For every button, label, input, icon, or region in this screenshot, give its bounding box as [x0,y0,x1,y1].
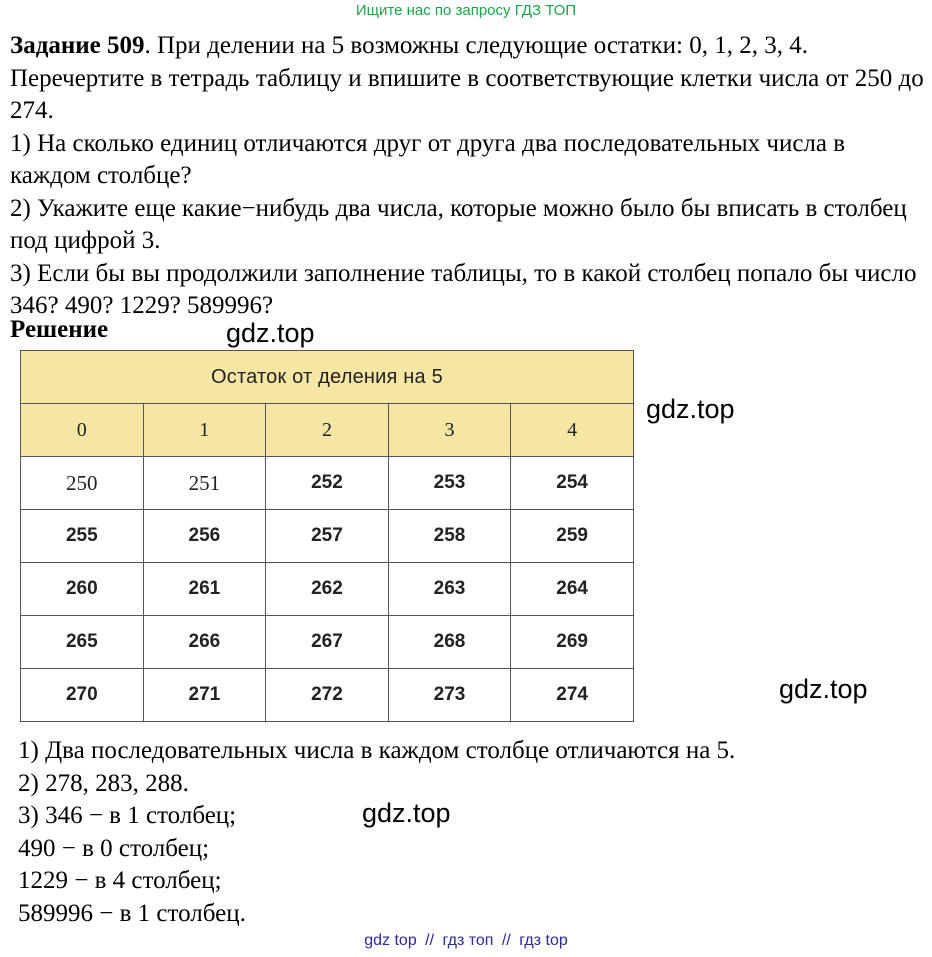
question-3: 3) Если бы вы продолжили заполнение таблицы, то в какой столбец попало бы число 346? 490? 1229? 589996? [10,259,917,319]
footer-link[interactable]: гдз топ [442,932,494,949]
table-cell: 257 [266,510,389,563]
watermark: gdz.top [779,674,868,704]
table-cell: 255 [21,510,144,563]
remainder-table [20,350,634,722]
footer-link[interactable]: gdz top [364,932,417,949]
table-cell: 273 [388,669,511,722]
table-row [21,669,634,722]
answer-line: 2) 278, 283, 288. [18,769,189,797]
table-cell: 271 [143,669,266,722]
task-intro-text: . При делении на 5 возможны следующие остатки: 0, 1, 2, 3, 4. Перечертите в тетрадь таблицу и впишите в соответствующие клетки числа от 250 до 274. [10,32,924,124]
table-cell: 253 [388,457,511,510]
table-cell: 264 [511,563,634,616]
watermark: gdz.top [646,394,735,424]
solution-heading: Решение [10,316,109,343]
table-cell: 270 [21,669,144,722]
task-intro [10,30,925,128]
column-header: 2 [266,404,389,457]
task-text [10,30,925,323]
footer-separator: // [501,932,511,949]
table-caption: Остаток от деления на 5 [21,351,634,404]
watermark: gdz.top [362,798,451,828]
table-cell: 251 [143,457,266,510]
question-2: 2) Укажите еще какие−нибудь два числа, которые можно было бы вписать в столбец под цифрой 3. [10,194,907,254]
answer-line: 1) Два последовательных числа в каждом столбце отличаются на 5. [18,737,736,764]
table-cell: 263 [388,563,511,616]
table-row [21,563,634,616]
table-cell: 274 [511,669,634,722]
table-cell: 258 [388,510,511,563]
table-cell: 269 [511,616,634,669]
table-cell: 267 [266,616,389,669]
column-header: 4 [511,404,634,457]
table-row [21,457,634,510]
column-header: 3 [388,404,511,457]
question-1: 1) На сколько единиц отличаются друг от друга два последовательных числа в каждом столбце? [10,129,846,189]
table-header-row [21,404,634,457]
table-cell: 254 [511,457,634,510]
answers [18,735,735,930]
answer-line: 589996 − в 1 столбец. [18,899,246,927]
table-caption-row [21,351,634,404]
remainder-table-image [20,350,634,720]
table-cell: 265 [21,616,144,669]
top-banner[interactable]: Ищите нас по запросу ГДЗ ТОП [355,2,577,19]
table-cell: 268 [388,616,511,669]
column-header: 0 [21,404,144,457]
table-cell: 250 [21,457,144,510]
table-cell: 266 [143,616,266,669]
table-cell: 256 [143,510,266,563]
column-header: 1 [143,404,266,457]
watermark: gdz.top [226,318,315,348]
footer-link[interactable]: гдз top [519,932,568,949]
answer-line: 490 − в 0 столбец; [18,834,210,862]
footer-separator: // [425,932,435,949]
task-number: Задание 509 [10,32,145,59]
table-cell: 259 [511,510,634,563]
table-cell: 252 [266,457,389,510]
answer-line: 3) 346 − в 1 столбец; [18,802,237,829]
answer-line: 1229 − в 4 столбец; [18,867,222,894]
table-cell: 260 [21,563,144,616]
table-cell: 272 [266,669,389,722]
table-cell: 262 [266,563,389,616]
footer-links [0,932,932,950]
table-cell: 261 [143,563,266,616]
table-row [21,616,634,669]
table-row [21,510,634,563]
